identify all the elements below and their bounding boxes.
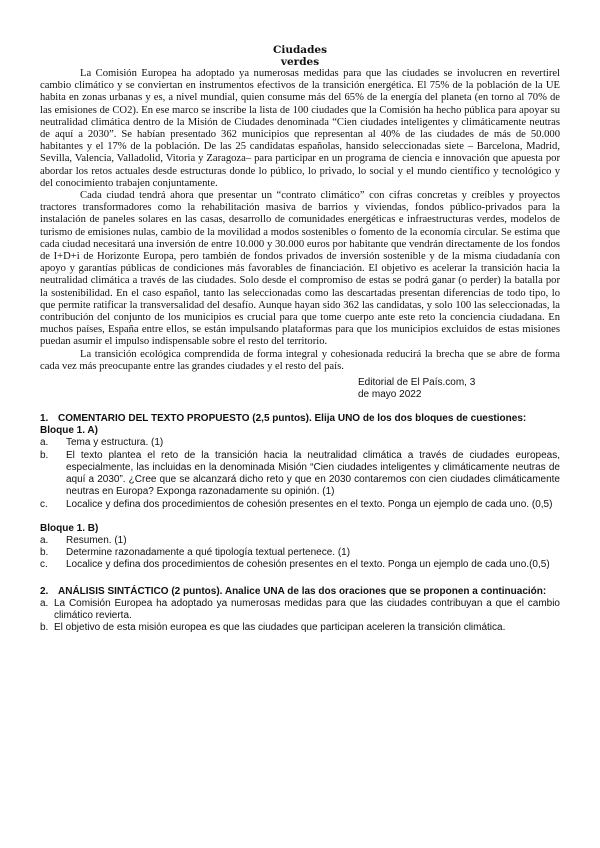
block-1b-item-a-text: Resumen. (1) <box>66 534 127 546</box>
question-2-item-b-mark: b. <box>40 622 49 634</box>
article-paragraph-3: La transición ecológica comprendida de forma integral y cohesionada reducirá la brecha que se abre de forma cada vez más preocupante entre las grandes ciudades y el resto del país. <box>40 348 560 372</box>
question-1-heading-text: COMENTARIO DEL TEXTO PROPUESTO (2,5 puntos). Elija UNO de los dos bloques de cuestiones: <box>58 413 527 425</box>
block-1a-title: Bloque 1. A) <box>40 425 98 437</box>
block-1b-item-a-mark: a. <box>40 534 49 546</box>
question-2-heading <box>40 586 560 598</box>
article-body <box>40 68 560 373</box>
block-1a-item-a-text: Tema y estructura. (1) <box>66 437 164 449</box>
block-1a-item-c <box>40 499 560 511</box>
block-1b-item-b <box>40 547 560 559</box>
block-1a-item-a-mark: a. <box>40 437 49 449</box>
block-1a-item-b-text: El texto plantea el reto de la transición hacia la neutralidad climática a través de ciudades europeas, especialmente, las incluidas en la denominada Misión “Cien ciudades inteligentes y climáticamente neutras de aquí a 2030”. ¿Cree que se alcanzará dicho reto y que en 2030 contaremos con cien ciudades climáticamente neutras en Europa? Exponga razonadamente su opinión. (1) <box>66 449 560 498</box>
article-title <box>40 44 560 68</box>
question-1-heading <box>40 413 560 425</box>
question-2-number: 2. <box>40 585 49 597</box>
article-paragraph-2: Cada ciudad tendrá ahora que presentar un “contrato climático” con cifras concretas y creíbles y proyectos tractores transformadores como la rehabilitación masiva de barrios y viviendas, fondos público-privados para la instalación de paneles solares en las casas, desarrollo de comunidades energéticas e infraestructuras verdes, modelos de turismo de emisiones nulas, cambio de la movilidad a modos sostenibles o fomento de la economía circular. Se estima que cada ciudad necesitará una inversión de entre 10.000 y 30.000 euros por habitante que vendrán directamente de los fondos de I+D+i de Horizonte Europa, pero también de fondos privados de inversión sostenible y de la misma ciudadanía con apoyo y garantías públicas de condiciones más favorables de financiación. El objetivo es acelerar la transición hacia la neutralidad climática a través de las ciudades. Solo desde el compromiso de estas se podrá ganar (o perder) la batalla por la sostenibilidad. En el caso español, tanto las seleccionadas como las descartadas presentan diferencias de todo tipo, lo que permite ratificar la transversalidad del desafío. Aunque hayan sido 362 las candidatas, y solo 100 las seleccionadas, la contribución del conjunto de los municipios es crucial para que tome cuerpo ante este reto la conciencia ciudadana. En muchos países, España entre ellos, se están impulsando plataformas para que los municipios excluidos de estas misiones puedan asumir el impulso indispensable sobre el resto del territorio. <box>40 190 560 348</box>
question-2-item-b <box>40 622 560 634</box>
article-paragraph-1: La Comisión Europea ha adoptado ya numerosas medidas para que las ciudades se involucren en revertirel cambio climático y se conviertan en instrumentos efectivos de la transición energética. El 75% de la población de la UE habita en zonas urbanas y es, a nivel mundial, quien consume más del 65% de la energía del planeta (en torno al 70% de las emisiones de CO2). En ese marco se inscribe la lista de 100 ciudades que la Comisión ha hecho pública para apoyar su neutralidad climática dentro de la Misión de Ciudades denominada “Cien ciudades inteligentes y climáticamente neutras de aquí a 2030”. Se habían presentado 362 municipios que representan al 40% de las ciudades de más de 50.000 habitantes y el 17% de la población. De las 25 candidatas españolas, hansido seleccionadas siete – Barcelona, Madrid, Sevilla, Valencia, Valladolid, Vitoria y Zaragoza– para participar en un programa de ciencia e innovación que apuesta por abordar los retos actuales desde estructuras donde lo público, lo privado, lo social y el mundo científico y tecnológico y del conocimiento trabajen conjuntamente. <box>40 68 560 189</box>
block-1a-item-c-text: Localice y defina dos procedimientos de cohesión presentes en el texto. Ponga un ejemplo de cada uno. (0,5) <box>66 498 553 510</box>
block-1a-item-b-mark: b. <box>40 449 49 461</box>
block-1b-item-b-text: Determine razonadamente a qué tipología textual pertenece. (1) <box>66 547 351 559</box>
question-2-item-b-text: El objetivo de esta misión europea es que las ciudades que participan aceleren la transición climática. <box>54 622 506 634</box>
article-source: Editorial de El País.com, 3 de mayo 2022 <box>358 377 476 401</box>
block-1b-item-b-mark: b. <box>40 547 49 559</box>
question-2 <box>40 586 560 635</box>
block-1b-item-a <box>40 535 560 547</box>
block-1b-item-c <box>40 559 560 571</box>
question-2-item-a-text: La Comisión Europea ha adoptado ya numerosas medidas para que las ciudades contribuyan a que el cambio climático revierta. <box>54 597 560 621</box>
article-title-line2: verdes <box>280 56 320 68</box>
question-1-number: 1. <box>40 413 49 425</box>
block-1a-item-c-mark: c. <box>40 498 48 510</box>
question-2-item-a <box>40 598 560 622</box>
block-1b-title: Bloque 1. B) <box>40 522 99 534</box>
block-1a-item-a <box>40 437 560 449</box>
block-1a-item-b <box>40 450 560 499</box>
question-2-item-a-mark: a. <box>40 597 49 609</box>
article-title-line1: Ciudades <box>272 44 328 56</box>
block-1b-item-c-text: Localice y defina dos procedimientos de cohesión presentes en el texto. Ponga un ejemplo de cada uno.(0,5) <box>66 559 550 571</box>
question-2-heading-text: ANÁLISIS SINTÁCTICO (2 puntos). Analice UNA de las dos oraciones que se proponen a continuación: <box>58 585 547 597</box>
block-1b-item-c-mark: c. <box>40 559 48 571</box>
question-1 <box>40 413 560 571</box>
exam-page <box>40 44 560 634</box>
